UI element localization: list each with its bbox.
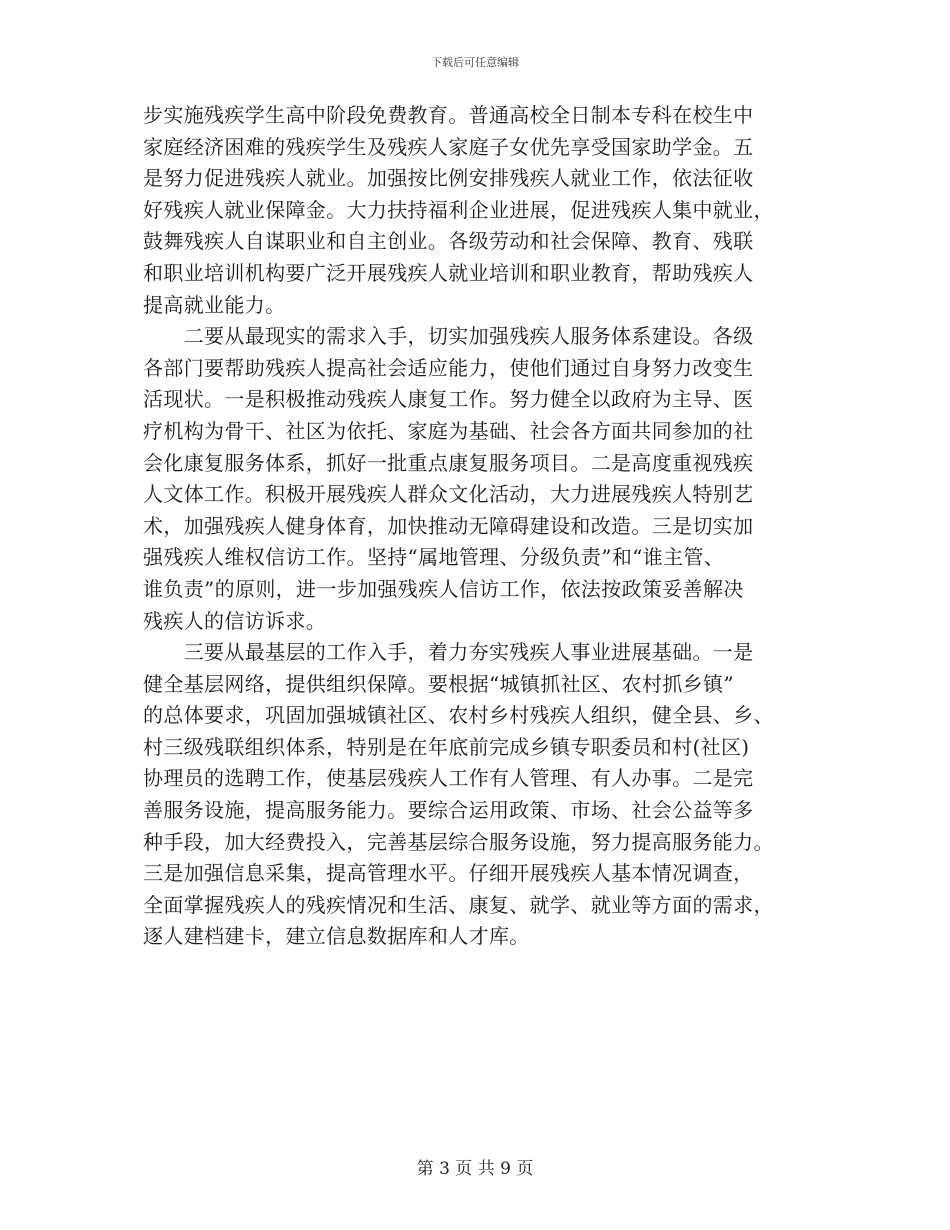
text-line: 二要从最现实的需求入手，切实加强残疾人服务体系建设。各级: [143, 324, 754, 349]
text-line: 协理员的选聘工作，使基层残疾人工作有人管理、有人办事。二是完: [143, 766, 754, 791]
text-line: 家庭经济困难的残疾学生及残疾人家庭子女优先享受国家助学金。五: [143, 134, 754, 159]
text-line: 人文体工作。积极开展残疾人群众文化活动，大力进展残疾人特别艺: [143, 482, 754, 507]
text-line: 疗机构为骨干、社区为依托、家庭为基础、社会各方面共同参加的社: [143, 418, 754, 443]
text-line: 村三级残联组织体系，特别是在年底前完成乡镇专职委员和村(社区): [143, 734, 750, 759]
text-line: 术，加强残疾人健身体育，加快推动无障碍建设和改造。三是切实加: [143, 513, 754, 538]
text-line: 强残疾人维权信访工作。坚持“属地管理、分级负责”和“谁主管、: [143, 545, 725, 570]
text-line: 活现状。一是积极推动残疾人康复工作。努力健全以政府为主导、医: [143, 387, 754, 412]
text-line: 步实施残疾学生高中阶段免费教育。普通高校全日制本专科在校生中: [143, 103, 754, 127]
page-number-footer: 第 3 页 共 9 页: [416, 1159, 534, 1179]
text-line: 各部门要帮助残疾人提高社会适应能力，使他们通过自身努力改变生: [143, 355, 754, 380]
text-line: 谁负责”的原则，进一步加强残疾人信访工作，依法按政策妥善解决: [143, 576, 744, 601]
text-line: 和职业培训机构要广泛开展残疾人就业培训和职业教育，帮助残疾人: [143, 260, 754, 285]
text-line: 会化康复服务体系，抓好一批重点康复服务项目。二是高度重视残疾: [143, 450, 754, 475]
document-body: [143, 100, 803, 953]
text-line: 健全基层网络，提供组织保障。要根据“城镇抓社区、农村抓乡镇”: [143, 671, 734, 696]
page-header: 下载后可任意编辑: [431, 56, 519, 69]
text-line: 逐人建档建卡，建立信息数据库和人才库。: [143, 924, 530, 949]
text-line: 鼓舞残疾人自谋职业和自主创业。各级劳动和社会保障、教育、残联: [143, 229, 754, 254]
text-line: 种手段，加大经费投入，完善基层综合服务设施，努力提高服务能力。: [143, 829, 774, 854]
text-line: 的总体要求，巩固加强城镇社区、农村乡村残疾人组织，健全县、乡、: [143, 703, 774, 728]
text-line: 善服务设施，提高服务能力。要综合运用政策、市场、社会公益等多: [143, 798, 754, 823]
text-line: 残疾人的信访诉求。: [143, 608, 327, 633]
text-line: 全面掌握残疾人的残疾情况和生活、康复、就学、就业等方面的需求，: [143, 892, 774, 917]
text-line: 三是加强信息采集，提高管理水平。仔细开展残疾人基本情况调查，: [143, 861, 754, 886]
text-line: 是努力促进残疾人就业。加强按比例安排残疾人就业工作，依法征收: [143, 166, 754, 191]
text-line: 好残疾人就业保障金。大力扶持福利企业进展，促进残疾人集中就业，: [143, 197, 774, 222]
text-line: 三要从最基层的工作入手，着力夯实残疾人事业进展基础。一是: [143, 640, 754, 665]
text-line: 提高就业能力。: [143, 292, 286, 317]
